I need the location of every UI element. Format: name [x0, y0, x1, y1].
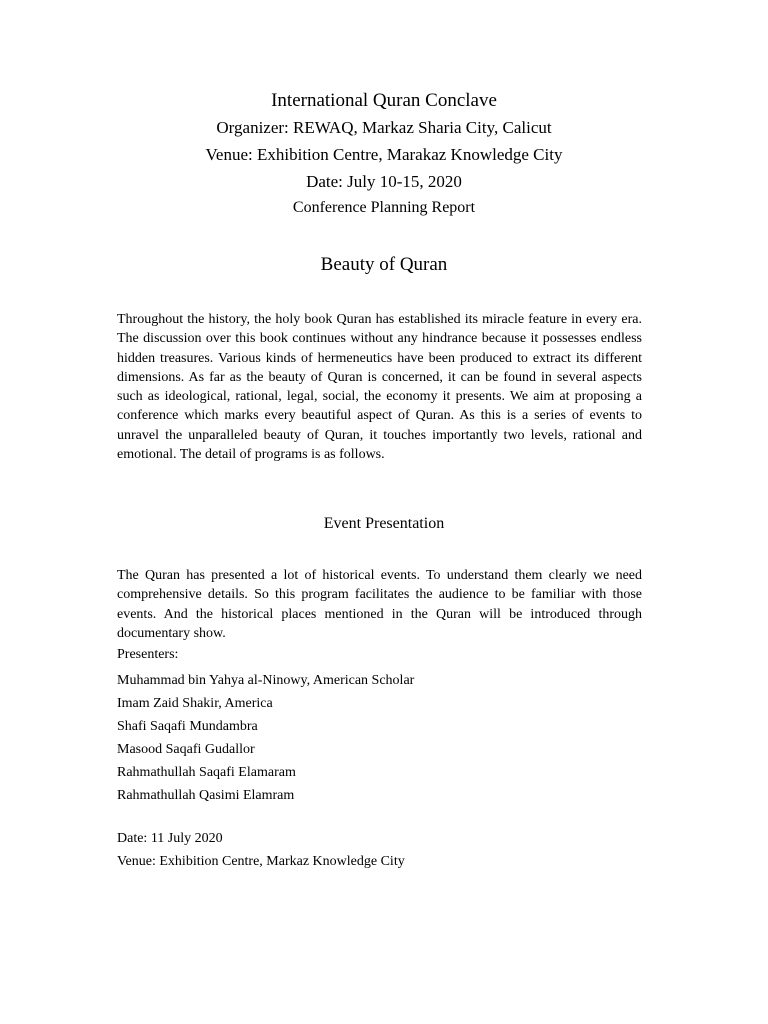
document-header	[0, 88, 768, 221]
venue-line-header: Venue: Exhibition Centre, Marakaz Knowledge City	[205, 145, 563, 164]
presenter-item: Masood Saqafi Gudallor	[117, 742, 255, 757]
event-date: Date: 11 July 2020	[117, 831, 223, 846]
presenter-item: Imam Zaid Shakir, America	[117, 696, 273, 711]
report-subtitle: Conference Planning Report	[292, 199, 476, 216]
beauty-paragraph: Throughout the history, the holy book Quran has established its miracle feature in every era. The discussion over this book continues without any hindrance because it possesses endless hidden treasures. Various kinds of hermeneutics have been produced to extract its different dimensions. As far as the beauty of Quran is concerned, it can be found in several aspects such as ideological, rational, legal, social, the economy it presents. We aim at proposing a conference which marks every beautiful aspect of Quran. As this is a series of events to unravel the unparalleled beauty of Quran, it touches importantly two levels, rational and emotional. The detail of programs is as follows.	[117, 312, 642, 463]
event-venue: Venue: Exhibition Centre, Markaz Knowledge City	[117, 854, 405, 869]
date-line-header: Date: July 10-15, 2020	[306, 172, 462, 191]
document-title: International Quran Conclave	[271, 90, 497, 111]
presenter-item: Muhammad bin Yahya al-Ninowy, American Scholar	[117, 673, 415, 688]
presenters-label: Presenters:	[117, 647, 179, 662]
event-section-title: Event Presentation	[323, 515, 445, 532]
beauty-section-title: Beauty of Quran	[320, 254, 448, 275]
presenter-item: Rahmathullah Qasimi Elamram	[117, 788, 295, 803]
event-paragraph: The Quran has presented a lot of historical events. To understand them clearly we need comprehensive details. So this program facilitates the audience to be familiar with those events. And the historical places mentioned in the Quran will be introduced through documentary show.	[117, 568, 642, 641]
presenter-item: Shafi Saqafi Mundambra	[117, 719, 258, 734]
presenters-list	[117, 669, 414, 807]
organizer-line: Organizer: REWAQ, Markaz Sharia City, Calicut	[216, 118, 552, 137]
presenter-item: Rahmathullah Saqafi Elamaram	[117, 765, 296, 780]
